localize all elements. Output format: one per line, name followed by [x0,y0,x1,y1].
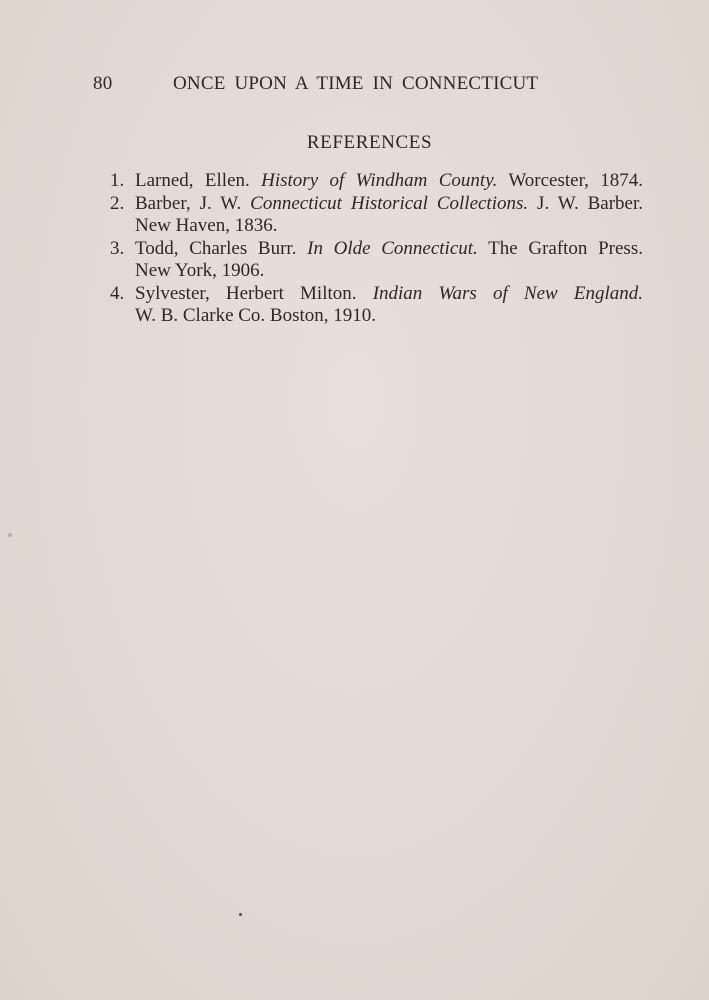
reference-text: Worcester, 1874. [497,170,643,191]
reference-number: 1. [110,170,125,191]
reference-number: 2. [110,192,125,214]
reference-line [135,238,643,261]
running-title: ONCE UPON A TIME IN CONNECTICUT [173,73,539,94]
reference-title: Connecticut Historical Collections. [250,192,529,214]
reference-text: New York, 1906. [135,260,265,281]
reference-text: Sylvester, Herbert Milton. [135,282,373,304]
reference-item [110,238,643,283]
reference-text: J. W. Barber. [528,192,643,214]
reference-title: Indian Wars of New England. [372,282,643,304]
page-number: 80 [93,73,113,94]
paper-speck [239,913,242,916]
reference-list [110,170,650,328]
reference-line [135,283,643,306]
reference-line [135,260,643,283]
reference-line [135,305,643,328]
reference-number: 3. [110,237,125,259]
reference-line [135,193,643,216]
reference-item [110,193,643,238]
reference-text: Barber, J. W. [135,192,251,214]
reference-item [110,283,643,328]
reference-line [135,170,643,193]
running-head [93,73,573,99]
reference-text: The Grafton Press. [477,237,643,259]
reference-text: New Haven, 1836. [135,215,278,236]
reference-title: In Olde Connecticut. [307,237,478,259]
reference-item [110,170,643,193]
reference-text: W. B. Clarke Co. Boston, 1910. [135,305,377,326]
section-title: REFERENCES [306,132,433,153]
reference-number: 4. [110,282,125,304]
reference-text: Todd, Charles Burr. [135,237,308,259]
reference-line [135,215,643,238]
paper-speck [8,533,12,537]
reference-text: Larned, Ellen. [135,170,262,191]
reference-title: History of Windham County. [261,170,498,191]
